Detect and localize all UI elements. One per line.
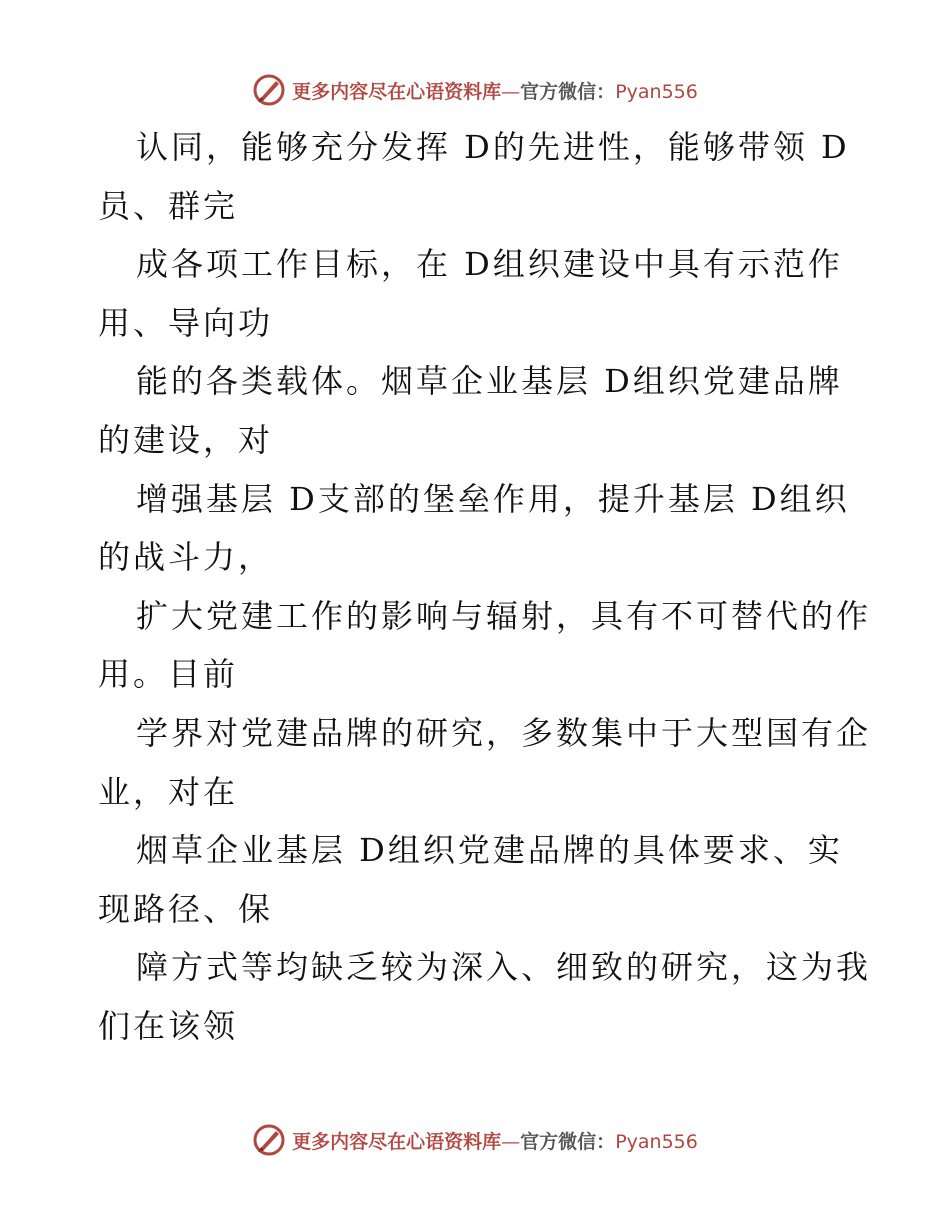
text-line-1: 认同，能够充分发挥 D的先进性，能够带领 D [136, 128, 850, 166]
footer-dash: — [501, 1130, 521, 1153]
document-body [98, 118, 872, 1056]
text-line-6: 的建设，对 [98, 420, 274, 459]
text-line-11: 学界对党建品牌的研究，多数集中于大型国有企 [136, 713, 872, 752]
header-official-label: 官方微信： [520, 80, 616, 103]
footer-text [292, 1127, 698, 1154]
footer-official-label: 官方微信： [520, 1130, 616, 1153]
header-wechat-id: Pyan556 [615, 80, 698, 103]
text-line-2: 员、群完 [98, 186, 239, 225]
text-line-10: 用。目前 [98, 655, 239, 694]
pen-quill-logo-icon [252, 1123, 286, 1157]
header-text [292, 77, 698, 104]
text-line-5: 能的各类载体。烟草企业基层 D组织党建品牌 [136, 362, 843, 401]
pen-quill-logo-icon [252, 73, 286, 107]
text-line-3: 成各项工作目标，在 D组织建设中具有示范作 [136, 245, 843, 284]
text-line-14: 现路径、保 [98, 889, 274, 928]
footer-main-text: 更多内容尽在心语资料库 [292, 1130, 502, 1153]
header-banner [0, 70, 950, 110]
text-line-8: 的战斗力， [98, 538, 274, 577]
text-line-7: 增强基层 D支部的堡垒作用，提升基层 D组织 [136, 479, 850, 518]
footer-banner [0, 1120, 950, 1160]
header-dash: — [501, 80, 521, 103]
text-line-4: 用、导向功 [98, 303, 274, 342]
footer-wechat-id: Pyan556 [615, 1130, 698, 1153]
text-line-16: 们在该领 [98, 1006, 239, 1045]
text-line-12: 业，对在 [98, 772, 239, 811]
text-line-15: 障方式等均缺乏较为深入、细致的研究，这为我 [136, 948, 872, 987]
header-main-text: 更多内容尽在心语资料库 [292, 80, 502, 103]
text-line-9: 扩大党建工作的影响与辐射，具有不可替代的作 [136, 596, 872, 635]
text-line-13: 烟草企业基层 D组织党建品牌的具体要求、实 [136, 831, 843, 870]
